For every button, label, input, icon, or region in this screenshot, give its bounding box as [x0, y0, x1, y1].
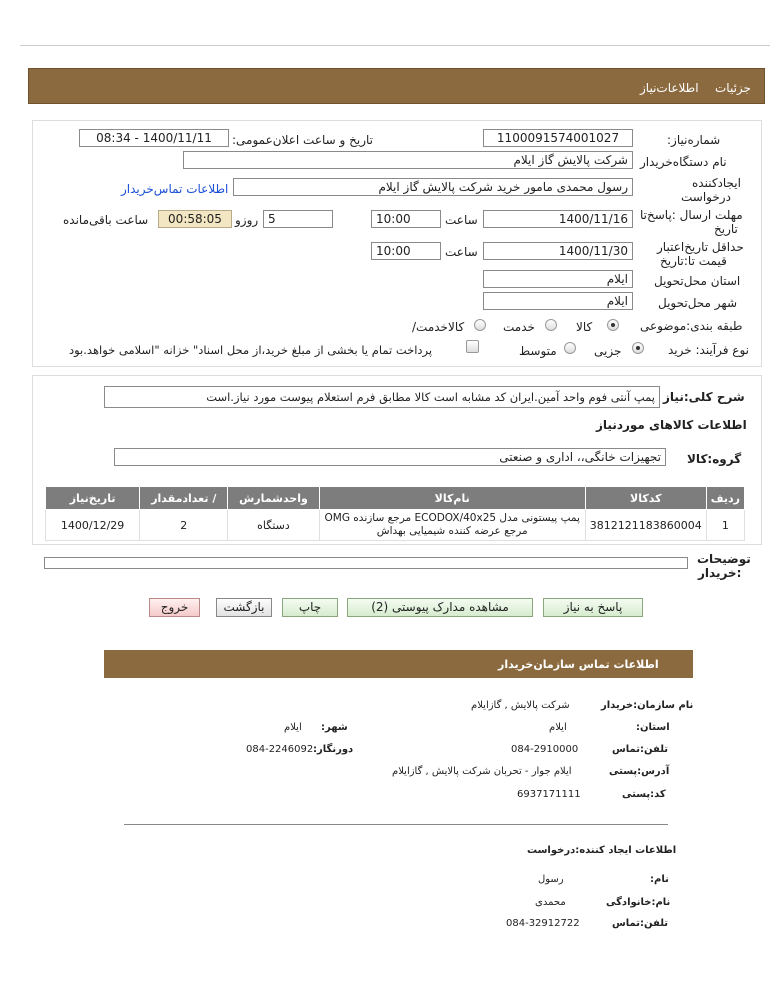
- tab-need-info[interactable]: اطلاعات‌نیاز: [640, 81, 699, 95]
- tab-details[interactable]: جزئیات: [715, 81, 751, 95]
- buyer-notes-field: [44, 557, 688, 569]
- creator-last-name-label: نام:خانوادگی: [606, 897, 671, 908]
- goods-table: [45, 486, 745, 541]
- contact-address-value: ایلام جوار - تحربان شرکت پالایش , گازایلام: [392, 766, 572, 777]
- deadline-date-field: 1400/11/16: [483, 210, 633, 228]
- cell-unit: دستگاه: [228, 510, 319, 541]
- deadline-label-2: تاریخ: [714, 222, 738, 236]
- creator-first-name-value: رسول: [538, 874, 564, 885]
- goods-table-header: [46, 487, 745, 510]
- reply-button[interactable]: پاسخ به نیاز: [543, 598, 643, 617]
- goods-group-field: تجهیزات خانگی،، اداری و صنعتی: [114, 448, 666, 466]
- creator-label-1: ایجادکننده: [692, 176, 741, 190]
- notes-label-1: توضیحات: [697, 552, 751, 566]
- creator-last-name-value: محمدی: [535, 897, 566, 908]
- contact-province-value: ایلام: [549, 722, 567, 733]
- radio-medium[interactable]: [564, 342, 576, 354]
- radio-goods-service[interactable]: [474, 319, 486, 331]
- col-unit: واحدشمارش: [228, 487, 319, 510]
- deadline-label-1: مهلت ارسال :پاسخ‌تا: [640, 208, 743, 222]
- need-number-field: 1100091574001027: [483, 129, 633, 147]
- contact-org-value: شرکت پالایش , گازایلام: [471, 700, 570, 711]
- creator-first-name-label: نام:: [650, 874, 669, 885]
- radio-partial[interactable]: [632, 342, 644, 354]
- contact-org-label: نام سازمان:خریدار: [601, 700, 694, 711]
- contact-postal-label: کد:پستی: [622, 789, 666, 800]
- province-label: استان محل‌تحویل: [654, 274, 741, 288]
- validity-time-label: ساعت: [445, 245, 478, 259]
- cell-quantity: 2: [140, 510, 228, 541]
- radio-medium-label: متوسط: [519, 344, 557, 358]
- col-code: کدکالا: [585, 487, 706, 510]
- buyer-org-label: نام دستگاه‌خریدار: [640, 155, 727, 169]
- top-divider: [20, 45, 770, 46]
- contact-fax-label: دورنگار:: [313, 744, 354, 755]
- buyer-org-field: شرکت پالایش گاز ایلام: [183, 151, 633, 169]
- creator-field: رسول محمدی مامور خرید شرکت پالایش گاز ایلام: [233, 178, 633, 196]
- contact-postal-value: 6937171111: [517, 789, 581, 800]
- province-field: ایلام: [483, 270, 633, 288]
- announce-label: تاریخ و ساعت اعلان‌عمومی:: [232, 133, 374, 147]
- radio-goods[interactable]: [607, 319, 619, 331]
- validity-date-field: 1400/11/30: [483, 242, 633, 260]
- cell-date: 1400/12/29: [46, 510, 140, 541]
- goods-title: اطلاعات کالاهای موردنیاز: [596, 418, 747, 432]
- contact-province-label: استان:: [636, 722, 670, 733]
- contact-fax-value: 084-2246092: [246, 744, 314, 755]
- goods-group-label: گروه:کالا: [687, 452, 742, 466]
- col-row: ردیف: [706, 487, 744, 510]
- contact-title: اطلاعات تماس سازمان‌خریدار: [498, 658, 659, 671]
- summary-label: شرح کلی:نیاز: [663, 390, 745, 404]
- creator-label-2: درخواست: [681, 190, 731, 204]
- contact-phone-value: 084-2910000: [511, 744, 579, 755]
- table-row: [46, 510, 745, 541]
- process-label: نوع فرآیند: خرید: [668, 343, 749, 357]
- treasury-checkbox[interactable]: [466, 340, 479, 353]
- validity-label-2: قیمت تا:تاریخ: [660, 254, 727, 268]
- treasury-note: پرداخت تمام یا بخشی از مبلغ خرید،از محل اسناد" خزانه "اسلامی خواهد.بود: [69, 343, 433, 357]
- category-label: طبقه بندی:موضوعی: [640, 319, 743, 333]
- notes-label-2: :خریدار: [698, 566, 742, 580]
- radio-goods-service-label: کالاخدمت/: [412, 320, 465, 334]
- announce-field: 1400/11/11 - 08:34: [79, 129, 229, 147]
- validity-time-field: 10:00: [371, 242, 441, 260]
- remaining-label: ساعت باقی‌مانده: [63, 213, 149, 227]
- radio-service[interactable]: [545, 319, 557, 331]
- contact-phone-label: تلفن:تماس: [612, 744, 669, 755]
- cell-row: 1: [706, 510, 744, 541]
- summary-field: پمپ آنتی فوم واحد آمین.ایران کد مشابه است کالا مطابق فرم استعلام پیوست مورد نیاز.است: [104, 386, 660, 408]
- cell-code: 3812121183860004: [585, 510, 706, 541]
- contact-divider: [124, 824, 668, 825]
- radio-partial-label: جزیی: [594, 344, 622, 358]
- days-field: 5: [263, 210, 333, 228]
- days-label: روزو: [235, 213, 259, 227]
- creator-section-title: اطلاعات ایجاد کننده:درخواست: [527, 845, 677, 856]
- creator-phone-label: تلفن:تماس: [612, 918, 669, 929]
- col-quantity: / تعدادمقدار: [140, 487, 228, 510]
- need-number-label: شماره‌نیاز:: [667, 133, 721, 147]
- col-name: نام‌کالا: [319, 487, 585, 510]
- deadline-time-label: ساعت: [445, 213, 478, 227]
- buyer-contact-link[interactable]: اطلاعات تماس‌خریدار: [121, 182, 229, 196]
- col-date: تاریخ‌نیاز: [46, 487, 140, 510]
- validity-label-1: حداقل تاریخ‌اعتبار: [657, 240, 744, 254]
- back-button[interactable]: بازگشت: [216, 598, 272, 617]
- radio-service-label: خدمت: [503, 320, 535, 334]
- contact-city-value: ایلام: [284, 722, 302, 733]
- contact-city-label: شهر:: [321, 722, 348, 733]
- attachments-button[interactable]: مشاهده مدارک پیوستی (2): [347, 598, 533, 617]
- city-label: شهر محل‌تحویل: [658, 296, 737, 310]
- cell-name: پمپ پیستونی مدل ECODOX/40x25 مرجع سازنده OMG مرجع عرضه کننده شیمیایی بهداش: [319, 510, 585, 541]
- print-button[interactable]: چاپ: [282, 598, 338, 617]
- creator-phone-value: 084-32912722: [506, 918, 580, 929]
- exit-button[interactable]: خروج: [149, 598, 200, 617]
- remaining-time-field: 00:58:05: [158, 210, 232, 228]
- contact-address-label: آدرس:پستی: [609, 766, 670, 777]
- deadline-time-field: 10:00: [371, 210, 441, 228]
- radio-goods-label: کالا: [576, 320, 593, 334]
- city-field: ایلام: [483, 292, 633, 310]
